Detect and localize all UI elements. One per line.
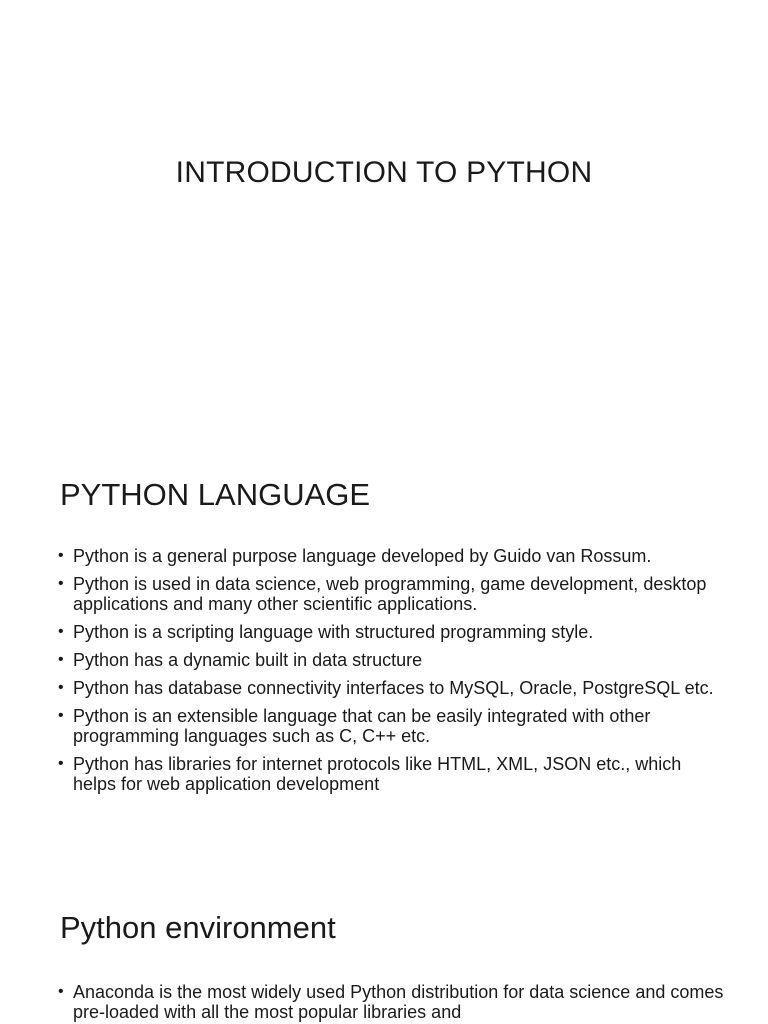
- slide-title: INTRODUCTION TO PYTHON: [175, 156, 593, 189]
- bullet-text: Python is an extensible language that can be easily integrated with other programming languages such as C, C++ etc.: [73, 706, 651, 746]
- bullet-icon: •: [58, 755, 64, 772]
- bullet-text: Python is used in data science, web programming, game development, desktop applications and many other scientific applications.: [73, 574, 707, 614]
- bullet-icon: •: [58, 623, 64, 640]
- bullet-item: [58, 546, 728, 566]
- bullet-icon: •: [58, 547, 64, 564]
- python-environment-slide: [0, 864, 768, 1024]
- bullet-text: Python has database connectivity interfaces to MySQL, Oracle, PostgreSQL etc.: [73, 678, 714, 698]
- bullet-icon: •: [58, 983, 64, 1000]
- bullet-item: [58, 678, 728, 698]
- bullet-list: [58, 982, 728, 1024]
- bullet-icon: •: [58, 651, 64, 668]
- slide-heading: Python environment: [60, 910, 336, 945]
- bullet-item: [58, 574, 728, 614]
- bullet-icon: •: [58, 575, 64, 592]
- bullet-text: Python is a general purpose language developed by Guido van Rossum.: [73, 546, 652, 566]
- bullet-icon: •: [58, 679, 64, 696]
- bullet-text: Python has libraries for internet protocols like HTML, XML, JSON etc., which helps for web application development: [73, 754, 682, 794]
- bullet-item: [58, 650, 728, 670]
- bullet-text: Anaconda is the most widely used Python distribution for data science and comes pre-loaded with all the most popular libraries and: [73, 982, 724, 1022]
- bullet-item: [58, 754, 728, 794]
- python-language-slide: [0, 432, 768, 864]
- bullet-list: [58, 546, 728, 802]
- bullet-text: Python has a dynamic built in data structure: [73, 650, 423, 670]
- title-slide: [0, 0, 768, 432]
- slide-heading: PYTHON LANGUAGE: [60, 477, 371, 512]
- bullet-item: [58, 982, 728, 1022]
- bullet-text: Python is a scripting language with structured programming style.: [73, 622, 594, 642]
- bullet-item: [58, 622, 728, 642]
- bullet-item: [58, 706, 728, 746]
- bullet-icon: •: [58, 707, 64, 724]
